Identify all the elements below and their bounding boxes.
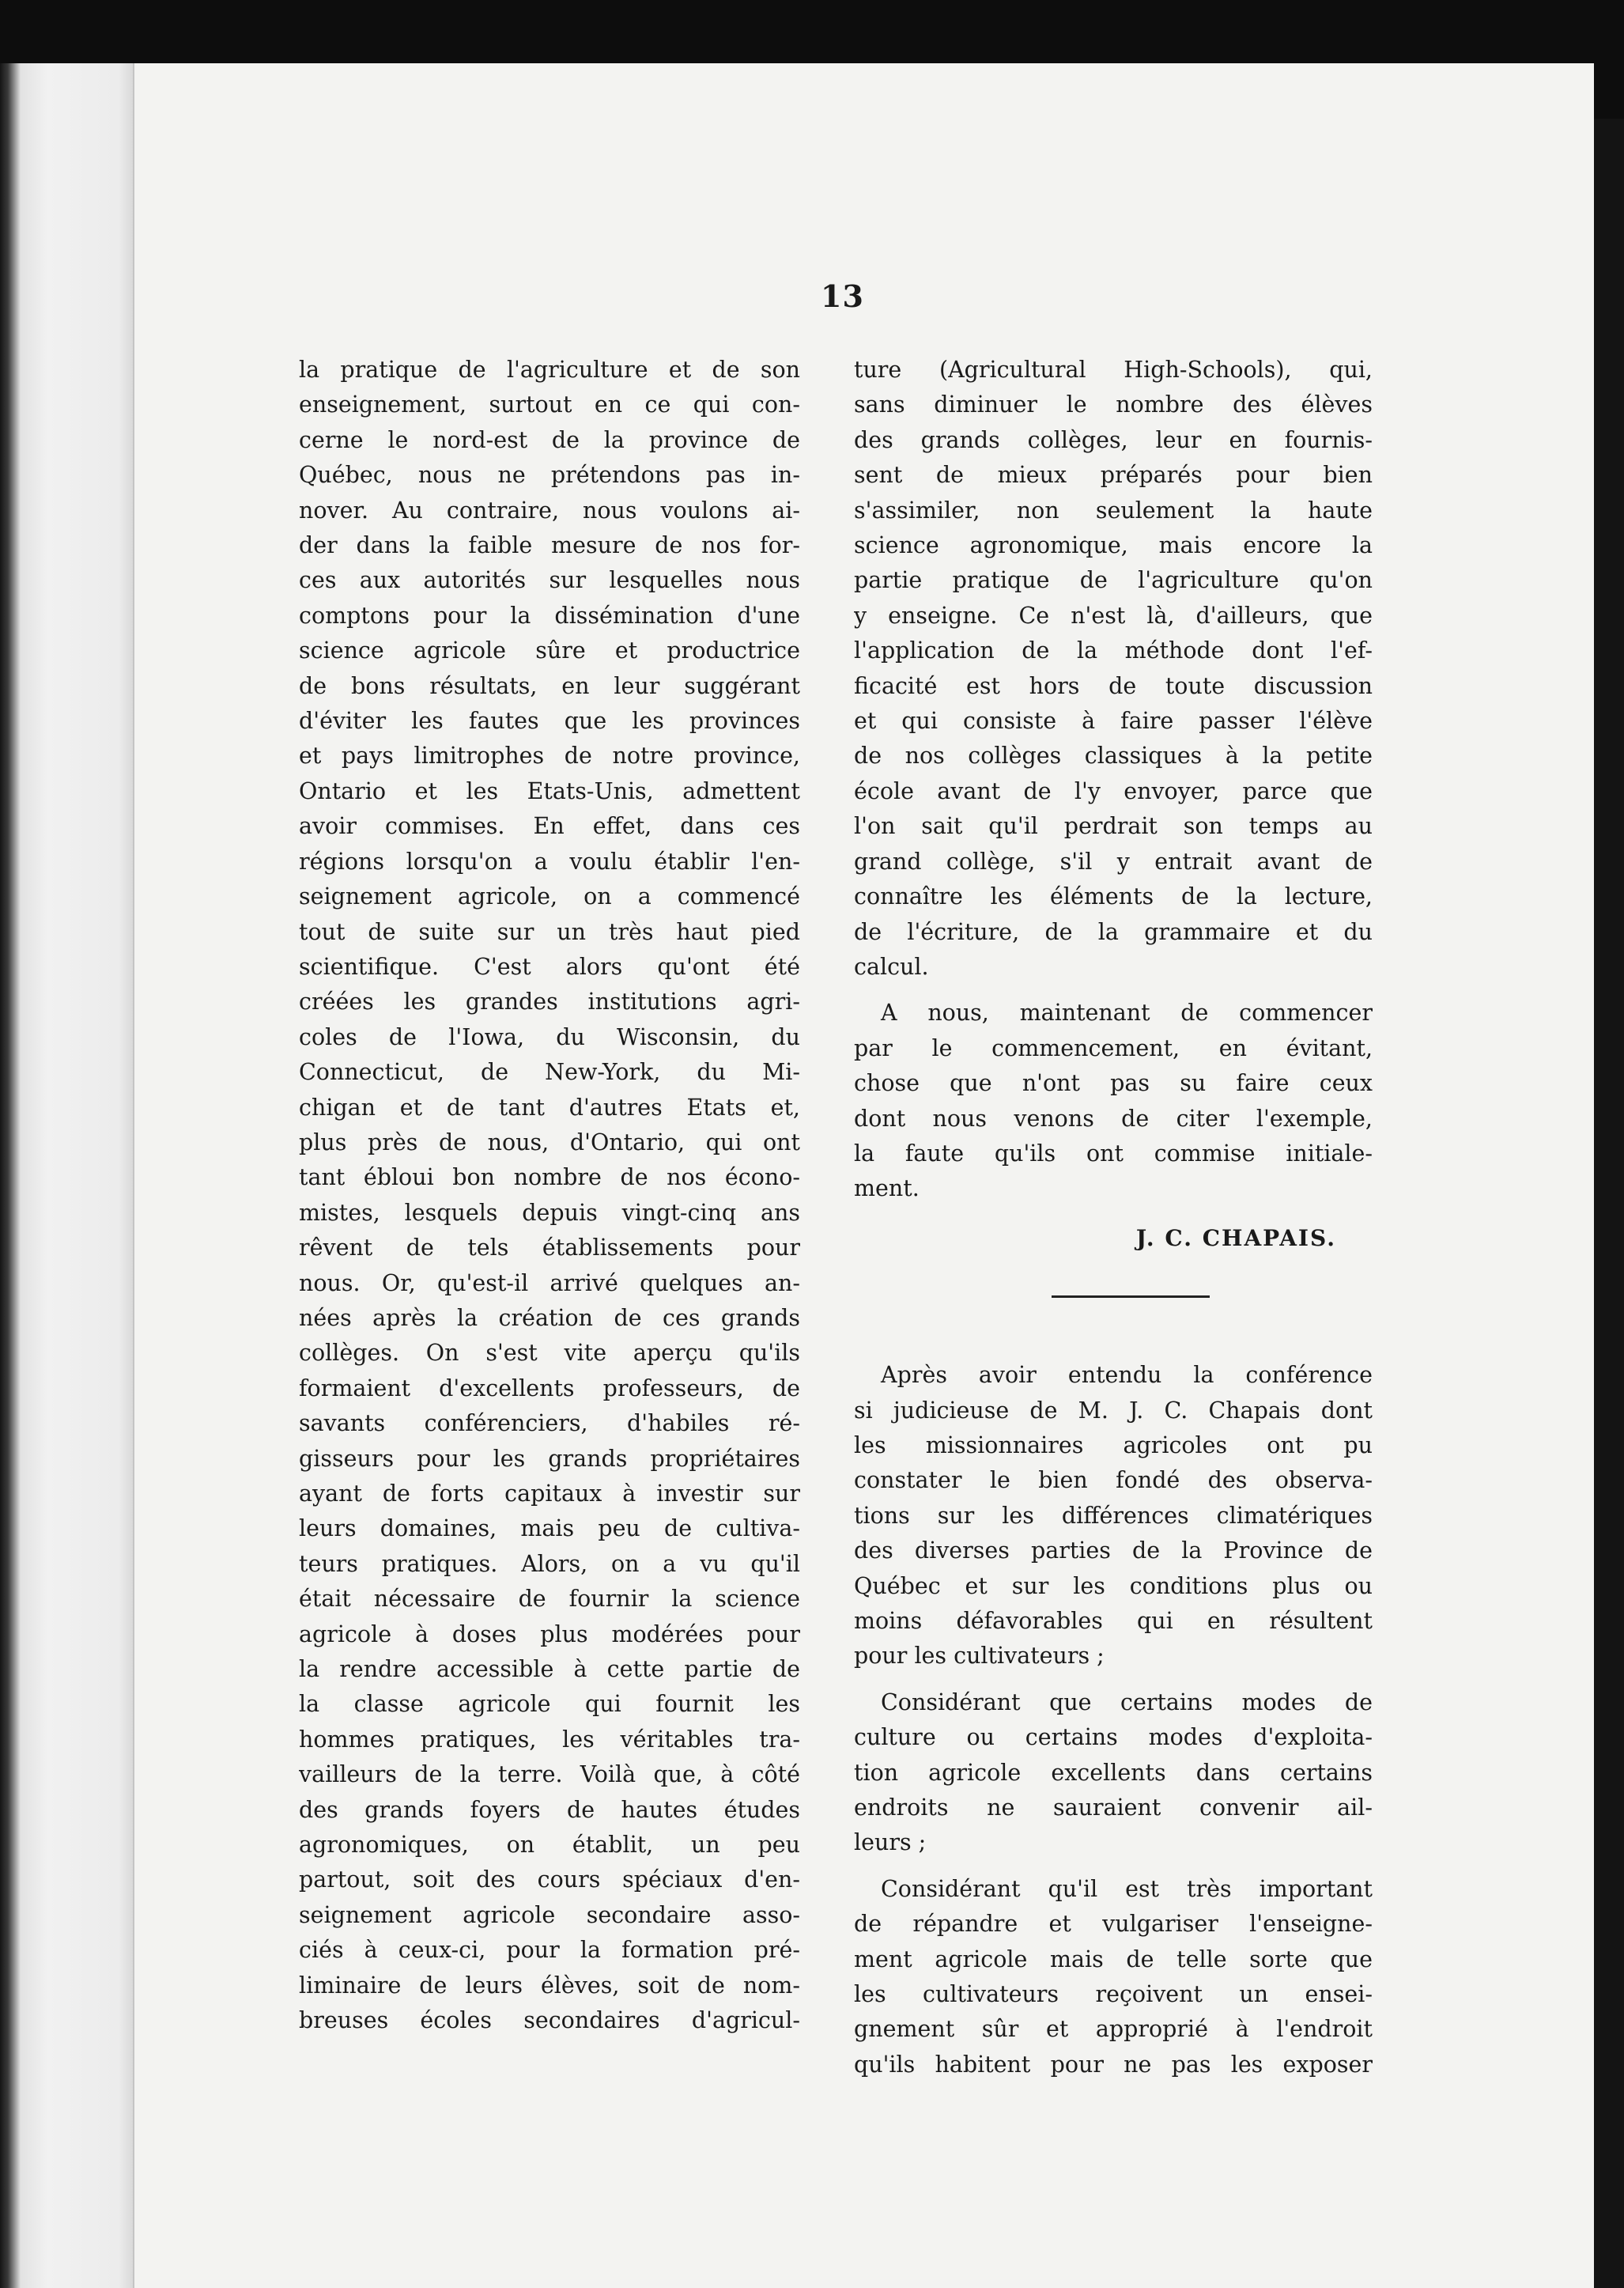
text-line: gisseurs pour les grands propriétaires [299,1445,800,1472]
text-line: tout de suite sur un très haut pied [299,918,800,945]
text-line: créées les grandes institutions agri- [299,989,800,1015]
text-line: ment agricole mais de telle sorte que [854,1946,1373,1972]
text-line: des grands collèges, leur en fournis- [854,426,1373,453]
text-line: la pratique de l'agriculture et de son [299,357,800,383]
text-line: chigan et de tant d'autres Etats et, [299,1094,800,1121]
text-line: mistes, lesquels depuis vingt-cinq ans [299,1199,800,1226]
text-line: hommes pratiques, les véritables tra- [299,1726,800,1753]
text-line: formaient d'excellents professeurs, de [299,1375,800,1401]
section-divider [1052,1295,1210,1298]
text-line: dont nous venons de citer l'exemple, [854,1105,1373,1132]
text-line: et pays limitrophes de notre province, [299,743,800,770]
text-line: la rendre accessible à cette partie de [299,1656,800,1683]
text-line: ture (Agricultural High-Schools), qui, [854,357,1373,383]
text-line: tion agricole excellents dans certains [854,1759,1373,1786]
paragraph-conclusion [854,996,1373,1206]
text-line: calcul. [854,953,929,980]
text-line: science agronomique, mais encore la [854,532,1373,559]
text-line: connaître les éléments de la lecture, [854,883,1373,910]
text-line: des diverses parties de la Province de [854,1537,1373,1564]
text-line: liminaire de leurs élèves, soit de nom- [299,1972,800,1999]
text-line: s'assimiler, non seulement la haute [854,497,1373,524]
right-text-column [854,353,1373,2082]
text-line: avoir commises. En effet, dans ces [299,813,800,840]
text-line: coles de l'Iowa, du Wisconsin, du [299,1023,800,1050]
text-line: partout, soit des cours spéciaux d'en- [299,1866,800,1893]
text-line: ayant de forts capitaux à investir sur [299,1481,800,1507]
text-line: A nous, maintenant de commencer [881,1000,1373,1027]
text-line: tions sur les différences climatériques [854,1502,1373,1529]
text-line: ficacité est hors de toute discussion [854,672,1373,699]
text-line: de nos collèges classiques à la petite [854,743,1373,770]
text-line: de l'écriture, de la grammaire et du [854,918,1373,945]
paragraph-considering-2 [854,1872,1373,2082]
text-line: moins défavorables qui en résultent [854,1608,1373,1634]
text-line: gnement sûr et approprié à l'endroit [854,2016,1373,2043]
text-line: la faute qu'ils ont commise initiale- [854,1140,1373,1167]
text-line: de répandre et vulgariser l'enseigne- [854,1911,1373,1938]
text-line: savants conférenciers, d'habiles ré- [299,1410,800,1437]
text-line: régions lorsqu'on a voulu établir l'en- [299,848,800,875]
text-line: Connecticut, de New-York, du Mi- [299,1059,800,1086]
text-line: collèges. On s'est vite aperçu qu'ils [299,1340,800,1367]
text-line: ciés à ceux-ci, pour la formation pré- [299,1937,800,1964]
text-line: endroits ne sauraient convenir ail- [854,1794,1373,1821]
text-line: nous. Or, qu'est-il arrivé quelques an- [299,1269,800,1296]
text-line: des grands foyers de hautes études [299,1796,800,1823]
text-line: sans diminuer le nombre des élèves [854,391,1373,418]
text-line: seignement agricole, on a commencé [299,883,800,910]
text-line: teurs pratiques. Alors, on a vu qu'il [299,1550,800,1577]
text-line: vailleurs de la terre. Voilà que, à côté [299,1761,800,1788]
text-line: comptons pour la dissémination d'une [299,602,800,629]
left-text-column [299,353,800,2039]
page-number: 13 [821,278,864,314]
text-line: agronomiques, on établit, un peu [299,1832,800,1859]
text-line: d'éviter les fautes que les provinces [299,708,800,735]
text-line: chose que n'ont pas su faire ceux [854,1070,1373,1097]
author-signature: J. C. CHAPAIS. [1135,1224,1336,1251]
text-line: leurs domaines, mais peu de cultiva- [299,1515,800,1542]
paragraph-continuation [854,353,1373,985]
text-line: Québec, nous ne prétendons pas in- [299,462,800,489]
text-line: der dans la faible mesure de nos for- [299,532,800,559]
text-line: les cultivateurs reçoivent un ensei- [854,1981,1373,2008]
text-line: tant ébloui bon nombre de nos écono- [299,1164,800,1191]
text-line: Après avoir entendu la conférence [881,1362,1373,1389]
paragraph-resolution-intro [854,1358,1373,1674]
text-line: qu'ils habitent pour ne pas les exposer [854,2051,1373,2078]
scan-edge [1592,119,1624,2288]
text-line: grand collège, s'il y entrait avant de [854,848,1373,875]
text-line: partie pratique de l'agriculture qu'on [854,567,1373,594]
text-line: cerne le nord-est de la province de [299,426,800,453]
text-line: science agricole sûre et productrice [299,637,800,664]
text-line: constater le bien fondé des observa- [854,1467,1373,1494]
text-line: leurs ; [854,1829,927,1856]
text-line: par le commencement, en évitant, [854,1034,1373,1061]
text-line: si judicieuse de M. J. C. Chapais dont [854,1397,1373,1424]
text-line: scientifique. C'est alors qu'ont été [299,953,800,980]
text-line: y enseigne. Ce n'est là, d'ailleurs, que [854,602,1373,629]
text-line: Ontario et les Etats-Unis, admettent [299,777,800,804]
text-line: nover. Au contraire, nous voulons ai- [299,497,800,524]
text-line: seignement agricole secondaire asso- [299,1901,800,1928]
book-spine [0,63,133,2288]
text-line: breuses écoles secondaires d'agricul- [299,2007,800,2034]
text-line: culture ou certains modes d'exploita- [854,1724,1373,1751]
text-line: rêvent de tels établissements pour [299,1235,800,1261]
text-line: nées après la création de ces grands [299,1304,800,1331]
text-line: la classe agricole qui fournit les [299,1691,800,1718]
text-line: école avant de l'y envoyer, parce que [854,777,1373,804]
text-line: pour les cultivateurs ; [854,1643,1105,1670]
text-line: Considérant qu'il est très important [881,1875,1373,1902]
text-line: enseignement, surtout en ce qui con- [299,391,800,418]
text-line: agricole à doses plus modérées pour [299,1621,800,1647]
text-line: de bons résultats, en leur suggérant [299,672,800,699]
text-line: les missionnaires agricoles ont pu [854,1431,1373,1458]
text-line: Québec et sur les conditions plus ou [854,1572,1373,1599]
text-line: l'on sait qu'il perdrait son temps au [854,813,1373,840]
text-line: ces aux autorités sur lesquelles nous [299,567,800,594]
text-line: ment. [854,1175,920,1202]
paragraph-considering-1 [854,1685,1373,1861]
text-line: plus près de nous, d'Ontario, qui ont [299,1129,800,1155]
text-line: et qui consiste à faire passer l'élève [854,708,1373,735]
text-line: était nécessaire de fournir la science [299,1586,800,1613]
text-line: l'application de la méthode dont l'ef- [854,637,1373,664]
text-line: Considérant que certains modes de [881,1689,1373,1715]
text-line: sent de mieux préparés pour bien [854,462,1373,489]
